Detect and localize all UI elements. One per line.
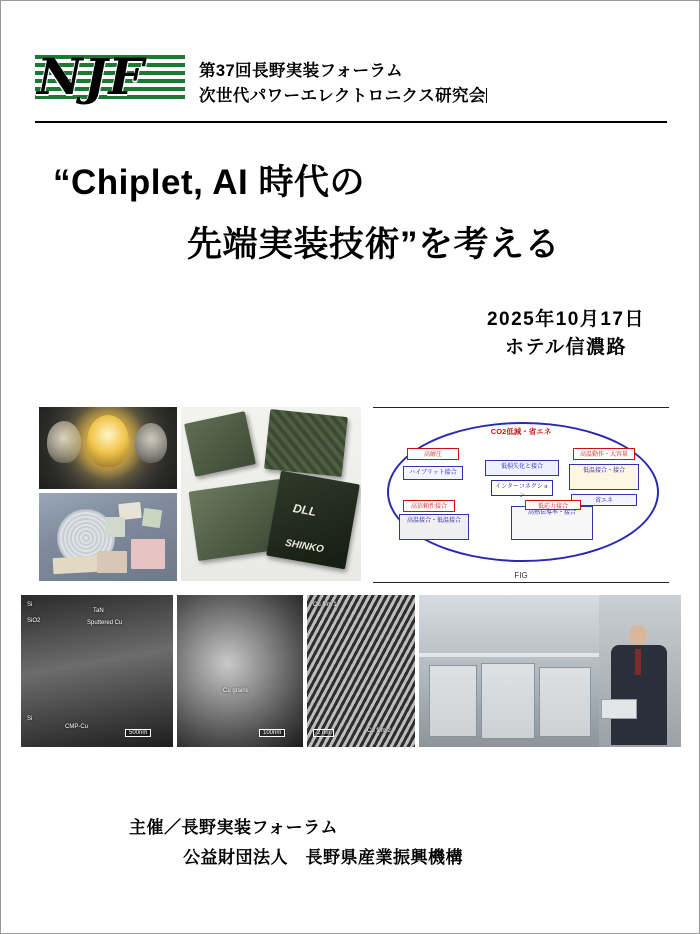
bulb-icon: [47, 421, 81, 463]
chip-tile: [131, 539, 165, 569]
photo-lightbulbs: [39, 407, 177, 489]
header-line-2: [199, 84, 669, 109]
diagram-box: 低応力接合: [525, 500, 581, 510]
diagram-box: 低損失化と接合: [485, 460, 559, 476]
poster-header: [1, 1, 700, 129]
concept-diagram: [373, 407, 669, 583]
title-line-2: 先端実装技術”を考える: [187, 225, 561, 264]
micrograph-strip: [21, 595, 681, 753]
diagram-box: 低温接合・接合: [569, 464, 639, 490]
equipment-rack: [539, 667, 591, 737]
micrograph-lattice: [307, 595, 415, 747]
diagram-title: CO2低減・省エネ: [490, 427, 552, 436]
diagram-box: 省エネ: [571, 494, 637, 506]
speaker-head: [629, 625, 647, 645]
package-label: SHINKO: [284, 537, 325, 556]
scale-bar: 2 nm: [313, 729, 334, 737]
chip-tile: [97, 551, 127, 573]
logo-text: NJF: [37, 47, 145, 106]
micrograph-label: TaN: [93, 608, 104, 614]
micrograph-label: Cu film 2: [367, 728, 391, 734]
package-label: DLL: [291, 501, 318, 519]
photo-speaker: [599, 595, 681, 747]
poster-footer: [1, 813, 700, 873]
scale-bar: 100nm: [259, 729, 285, 737]
image-collage: [1, 399, 700, 799]
micrograph-cross-section: [21, 595, 173, 747]
page-title: [1, 141, 700, 286]
package-sample: [184, 411, 256, 477]
scale-bar: 500nm: [125, 729, 151, 737]
text-caret: [486, 88, 487, 103]
diagram-box: ハイブリット接合: [403, 466, 463, 480]
diagram-box: 高温動作・大容量: [573, 448, 635, 460]
diagram-box: 高熱伝導率・接合: [511, 506, 593, 540]
photo-packages: [181, 407, 361, 581]
header-text-block: [199, 59, 669, 109]
micrograph-label: Si: [27, 716, 33, 722]
diagram-box: 高信頼性接合: [403, 500, 455, 512]
micrograph-grains: [177, 595, 303, 747]
bulb-icon: [87, 415, 129, 467]
njf-logo: [35, 47, 187, 109]
diagram-box: 高耐圧: [407, 448, 459, 460]
header-line-1: 第37回長野実装フォーラム: [199, 62, 404, 80]
chip-tile: [142, 508, 162, 528]
speaker-tie: [635, 649, 641, 675]
photo-cleanroom: [419, 595, 599, 747]
bulb-icon: [135, 423, 167, 463]
chip-tile: [53, 556, 98, 574]
package-sample: [266, 471, 360, 570]
event-venue: ホテル信濃路: [504, 337, 627, 358]
diagram-box: 高温接合・低温接合: [399, 514, 469, 540]
diagram-box: インターコネクション: [491, 480, 553, 496]
micrograph-label: Sputtered Cu: [87, 620, 123, 626]
header-line-2-text: 次世代パワーエレクトロニクス研究会: [199, 87, 486, 105]
footer-line-1: 主催／長野実装フォーラム: [129, 818, 338, 837]
photo-wafer-and-chips: [39, 493, 177, 581]
micrograph-label: Si: [27, 602, 33, 608]
diagram-caption: FIG: [514, 571, 528, 580]
title-line-1: “Chiplet, AI 時代の: [53, 163, 365, 202]
event-date: 2025年10月17日: [486, 309, 645, 330]
equipment-rack: [429, 665, 477, 737]
micrograph-label: CMP-Cu: [65, 724, 89, 730]
laptop-icon: [601, 699, 637, 719]
header-divider: [35, 121, 667, 123]
micrograph-label: Cu film 1: [313, 602, 337, 608]
footer-line-2: 公益財団法人 長野県産業振興機構: [183, 848, 463, 867]
micrograph-label: Cu grains: [223, 688, 249, 694]
equipment-rack: [481, 663, 535, 739]
package-sample: [264, 409, 348, 477]
micrograph-label: SiO2: [27, 618, 41, 624]
event-meta: [1, 306, 700, 362]
chip-tile: [105, 517, 125, 537]
